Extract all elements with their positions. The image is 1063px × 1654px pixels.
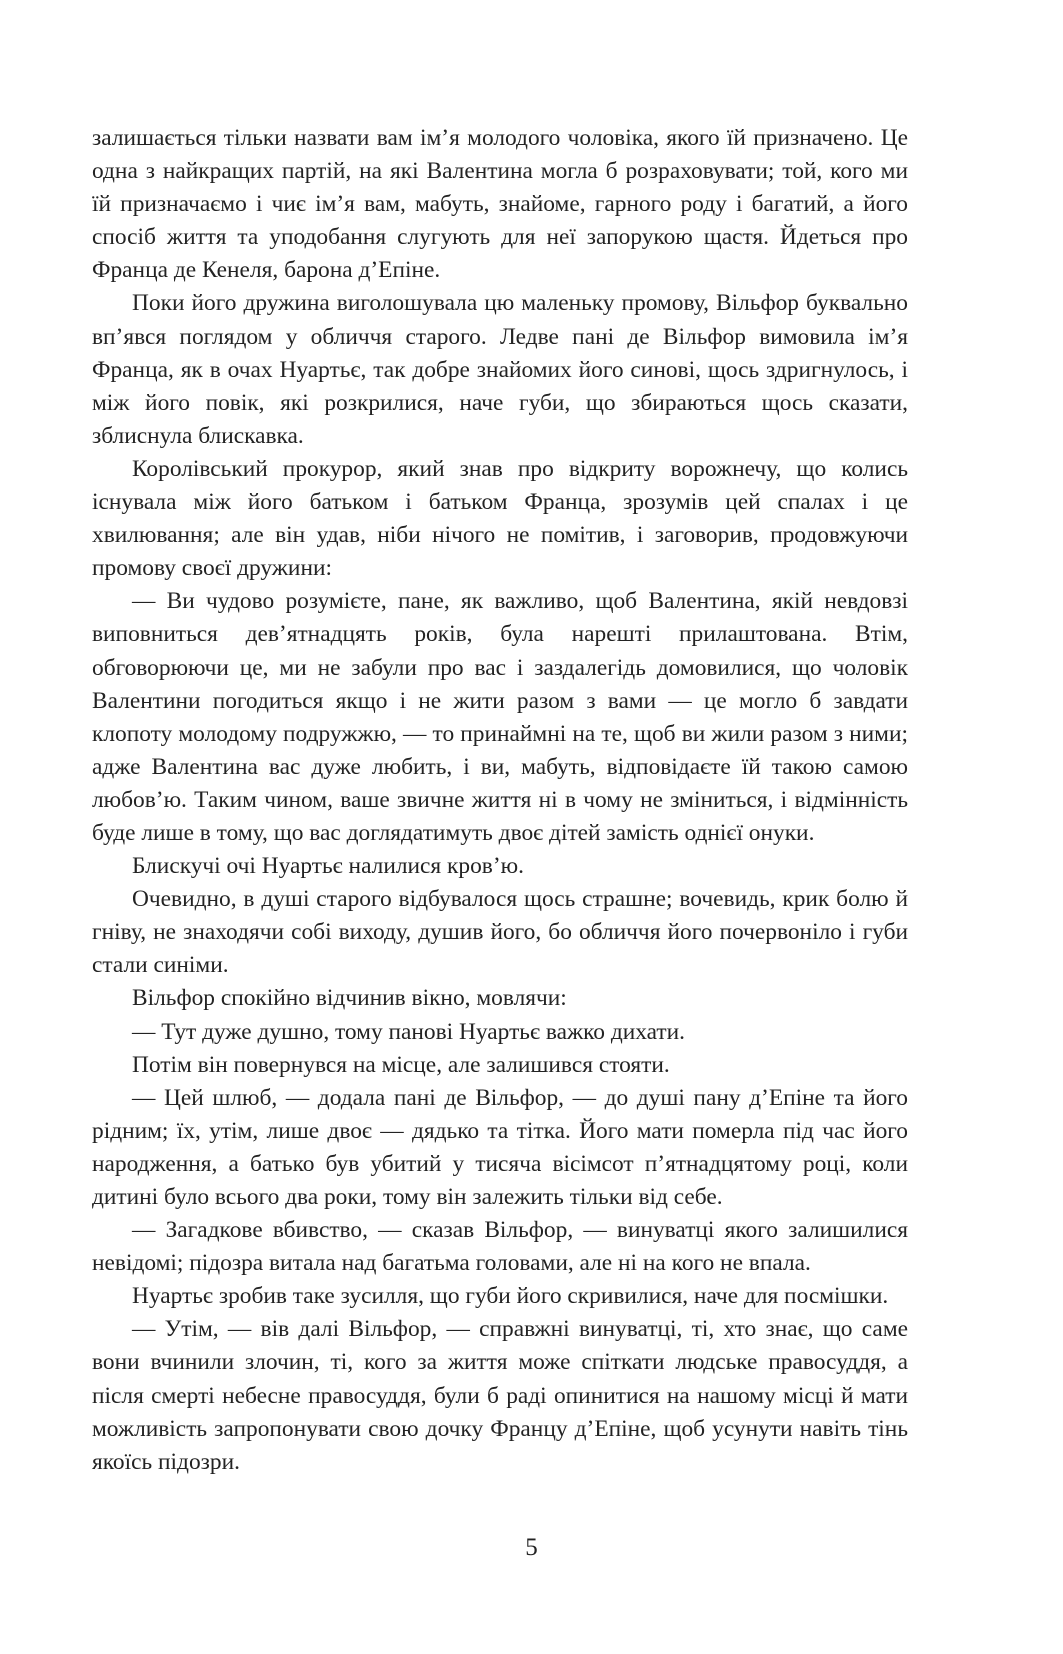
paragraph-5: Блискучі очі Нуартьє налилися кров’ю.	[132, 853, 524, 880]
paragraph-6: Очевидно, в душі старого відбувалося щось страшне; вочевидь, крик болю й гніву, не знаходячи собі виходу, душив його, бо обличчя його почервоніло і губи стали синіми.	[92, 886, 908, 979]
paragraph-7: Вільфор спокійно відчинив вікно, мовлячи:	[132, 985, 567, 1012]
body-text	[92, 122, 908, 1479]
page-number: 5	[525, 1534, 538, 1561]
paragraph-8: — Тут дуже душно, тому панові Нуартьє важко дихати.	[132, 1018, 686, 1045]
paragraph-3: Королівський прокурор, який знав про відкриту ворожнечу, що колись існувала між його батьком і батьком Франца, зрозумів цей спалах і це хвилювання; але він удав, ніби нічого не помітив, і заговорив, продовжуючи промову своєї дружини:	[92, 455, 908, 582]
paragraph-2: Поки його дружина виголошувала цю маленьку промову, Вільфор буквально вп’явся поглядом у обличчя старого. Ледве пані де Вільфор вимовила ім’я Франца, як в очах Нуартьє, так добре знайомих його синові, щось здригнулось, і між його повік, які розкрилися, наче губи, що збираються щось сказати, зблиснула блискавка.	[92, 290, 908, 449]
paragraph-12: Нуартьє зробив таке зусилля, що губи його скривилися, наче для посмішки.	[132, 1283, 889, 1310]
paragraph-10: — Цей шлюб, — додала пані де Вільфор, — до душі пану д’Епіне та його рідним; їх, утім, лише двоє — дядько та тітка. Його мати померла під час його народження, а батько був убитий у тисяча вісімсот п’ятнадцятому році, коли дитині було всього два роки, тому він залежить тільки від себе.	[92, 1084, 908, 1210]
paragraph-9: Потім він повернувся на місце, але залишився стояти.	[132, 1051, 670, 1078]
paragraph-4: — Ви чудово розумієте, пане, як важливо, щоб Валентина, якій невдовзі виповниться дев’ятнадцять років, була нарешті прилаштована. Втім, обговорюючи це, ми не забули про вас і заздалегідь домовилися, що чоловік Валентини погодиться якщо і не жити разом з вами — це могло б завдати клопоту молодому подружжю, — то принаймні на те, щоб ви жили разом з ними; адже Валентина вас дуже любить, і ви, мабуть, відповідаєте їй такою самою любов’ю. Таким чином, ваше звичне життя ні в чому не зміниться, і відмінність буде лише в тому, що вас доглядатимуть двоє дітей замість однієї онуки.	[92, 588, 908, 846]
paragraph-11: — Загадкове вбивство, — сказав Вільфор, — винуватці якого залишилися невідомі; підозра витала над багатьма головами, але ні на кого не впала.	[92, 1217, 908, 1277]
paragraph-13: — Утім, — вів далі Вільфор, — справжні винуватці, ті, хто знає, що саме вони вчинили злочин, ті, кого за життя може спіткати людське правосуддя, а після смерті небесне правосуддя, були б раді опинитися на нашому місці й мати можливість запропонувати свою дочку Францу д’Епіне, щоб усунути навіть тінь якоїсь підозри.	[92, 1316, 908, 1475]
paragraph-1: залишається тільки назвати вам ім’я молодого чоловіка, якого їй призначено. Це одна з найкращих партій, на які Валентина могла б розраховувати; той, кого ми їй призначаємо і чиє ім’я вам, мабуть, знайоме, гарного роду і багатий, а його спосіб життя та уподобання слугують для неї запорукою щастя. Йдеться про Франца де Кенеля, барона д’Епіне.	[92, 125, 908, 284]
